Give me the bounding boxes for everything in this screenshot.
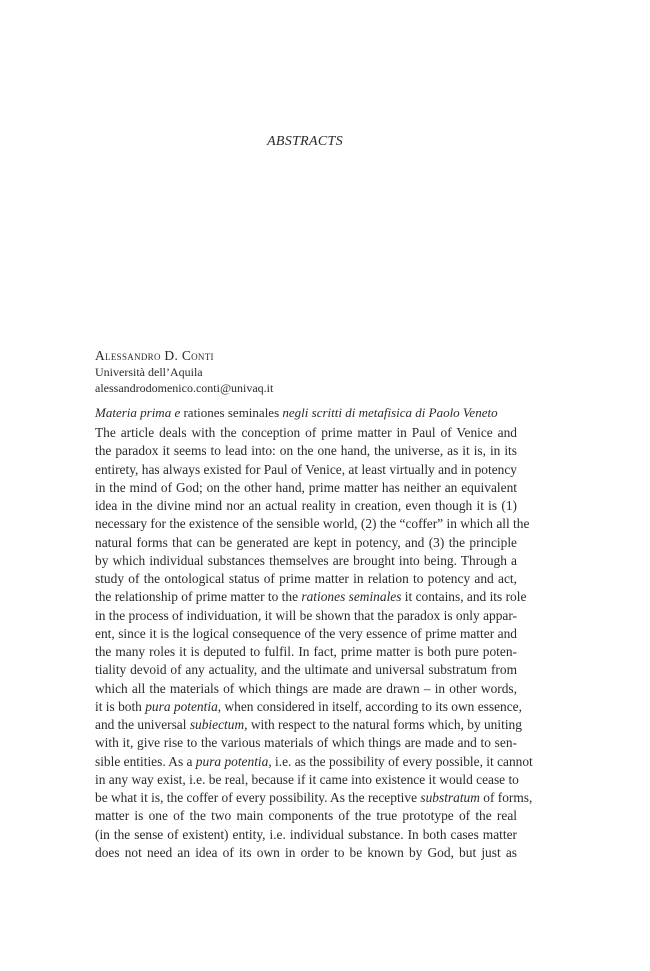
body-line (95, 807, 517, 825)
abstract-body (95, 424, 533, 862)
body-line-text: and the universal (95, 717, 190, 732)
body-line (95, 570, 517, 588)
body-line (95, 753, 533, 771)
body-line (95, 442, 517, 460)
author-name: Alessandro D. Conti (95, 348, 214, 363)
author-affiliation: Università dell’Aquila (95, 365, 203, 379)
section-heading: ABSTRACTS (267, 134, 343, 149)
body-line-text: in the process of individuation, it will be shown that the paradox is only appar- (95, 607, 517, 623)
body-line-text: by which individual substances themselves are brought into being. Through a (95, 552, 517, 568)
body-line (95, 552, 517, 570)
body-line-italic-term: substratum (420, 790, 480, 805)
body-line-italic-term: pura potentia, (145, 698, 222, 714)
body-line (95, 588, 527, 606)
body-line-text: (in the sense of existent) entity, i.e. individual substance. In both cases matter (95, 826, 517, 842)
body-line-text: in the mind of God; on the other hand, prime matter has neither an equivalent (95, 479, 517, 495)
body-line-text: The article deals with the conception of prime matter in Paul of Venice and (95, 425, 517, 440)
body-line-italic-term: rationes seminales (301, 589, 402, 605)
body-line-text: in any way exist, i.e. be real, because if it came into existence it would cease to (95, 771, 519, 787)
body-line (95, 625, 517, 643)
body-line-text: ent, since it is the logical consequence of the very essence of prime matter and (95, 625, 517, 641)
body-line (95, 826, 517, 844)
body-line-text: the paradox it seems to lead into: on the one hand, the universe, as it is, in its (95, 443, 517, 459)
body-line (95, 698, 522, 716)
body-line (95, 661, 517, 679)
body-line-text-continued: when considered in itself, according to its own essence, (221, 698, 522, 714)
body-line-text: the relationship of prime matter to the (95, 589, 302, 605)
body-line (95, 534, 517, 552)
body-line (95, 497, 517, 515)
body-line-text: matter is one of the two main components of the true prototype of the real (95, 808, 517, 824)
body-line (95, 771, 517, 789)
body-line (95, 789, 533, 807)
author-email: alessandrodomenico.conti@univaq.it (95, 380, 274, 395)
body-line-text: necessary for the existence of the sensible world, (2) the “coffer” in which all the (95, 516, 530, 532)
body-line-text-continued: with respect to the natural forms which, by uniting (247, 717, 522, 732)
body-line-text: the many roles it is deputed to fulfil. In fact, prime matter is both pure poten- (95, 644, 517, 659)
article-title-part-3: negli scritti di metafisica di Paolo Veneto (282, 405, 498, 420)
article-title-part-1: Materia prima e (95, 405, 181, 420)
body-line-text: tiality devoid of any actuality, and the ultimate and universal substratum from (95, 662, 517, 678)
body-line (95, 479, 517, 497)
body-line-text: entirety, has always existed for Paul of Venice, at least virtually and in potency (95, 461, 517, 477)
article-title-part-2: rationes seminales (180, 405, 283, 420)
body-line-text: sible entities. As a (95, 753, 196, 769)
body-line (95, 734, 517, 752)
body-line-italic-term: subiectum, (189, 717, 248, 732)
body-line-text: be what it is, the coffer of every possibility. As the receptive (95, 790, 421, 805)
body-line (95, 716, 522, 734)
body-line-text: does not need an idea of its own in order to be known by God, but just as (95, 844, 517, 860)
body-line-text: with it, give rise to the various materials of which things are made and to sen- (95, 735, 517, 751)
body-line-text: which all the materials of which things are made are drawn – in other words, (95, 680, 517, 696)
body-line (95, 680, 517, 698)
body-line-text: it is both (95, 698, 146, 714)
body-line-text: idea in the divine mind nor an actual reality in creation, even though it is (1) (95, 498, 517, 513)
body-line-text: study of the ontological status of prime matter in relation to potency and act, (95, 571, 517, 586)
body-line (95, 424, 517, 442)
body-line-text-continued: i.e. as the possibility of every possible, it cannot (271, 753, 533, 769)
body-line (95, 607, 517, 625)
body-line (95, 461, 517, 479)
article-title (95, 404, 517, 422)
body-line (95, 844, 517, 862)
body-line-italic-term: pura potentia, (195, 753, 272, 769)
body-line (95, 643, 517, 661)
body-line-text-continued: of forms, (479, 790, 533, 805)
body-line-text-continued: it contains, and its role (401, 589, 527, 605)
body-line (95, 515, 530, 533)
body-line-text: natural forms that can be generated are kept in potency, and (3) the principle (95, 534, 517, 550)
abstract-entry (95, 347, 533, 862)
